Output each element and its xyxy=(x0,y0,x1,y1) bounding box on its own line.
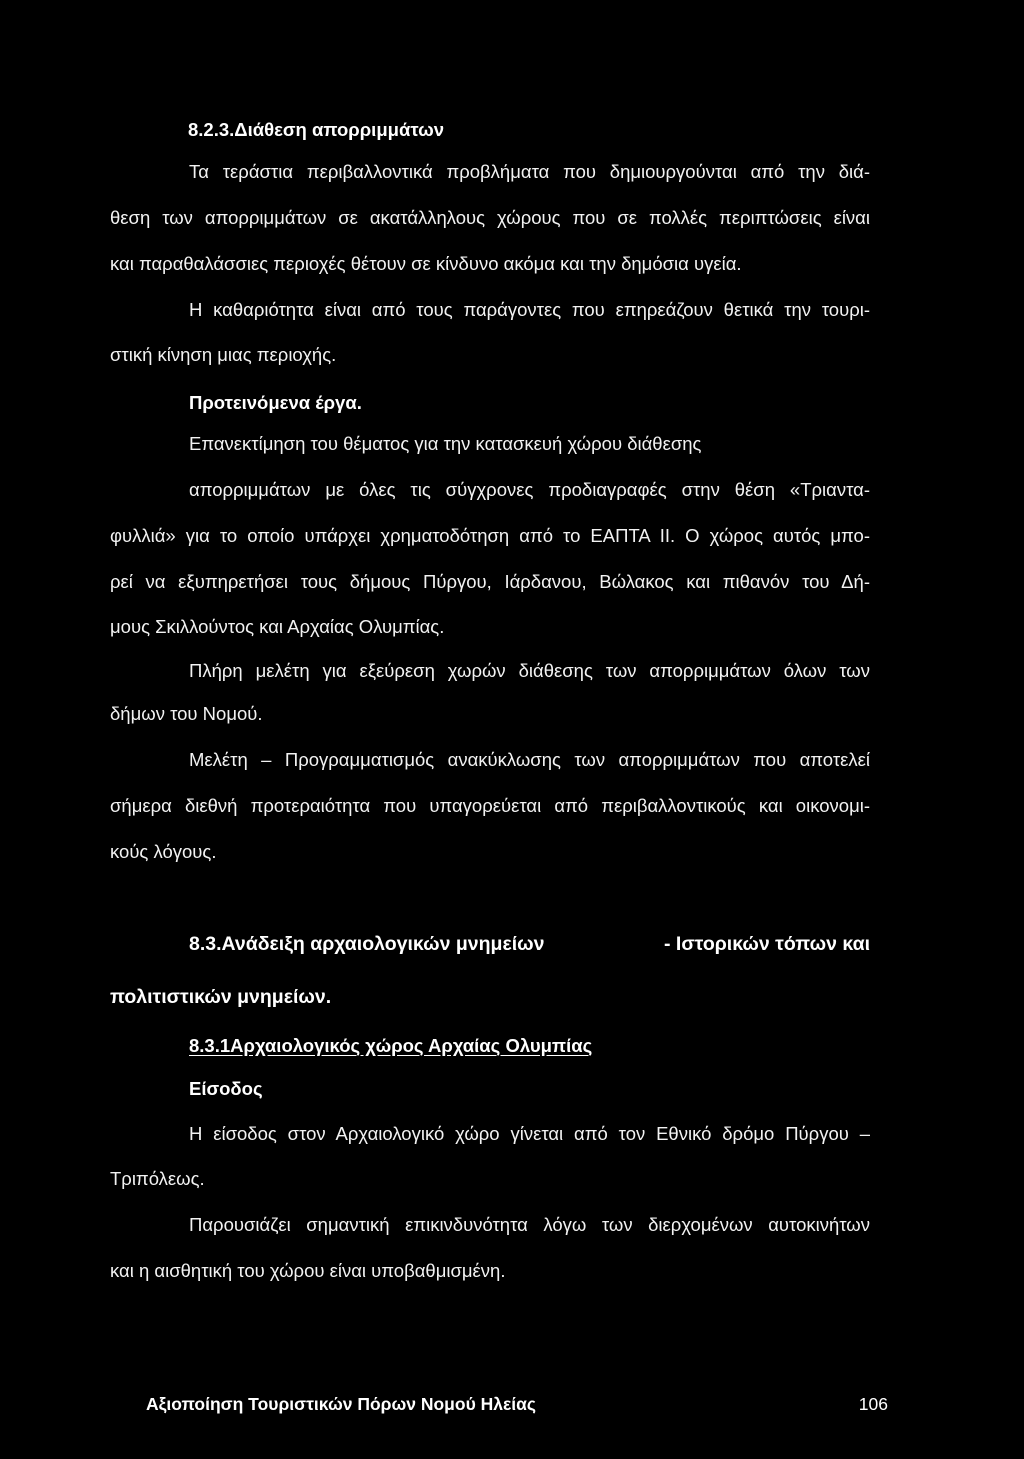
footer-title: Αξιοποίηση Τουριστικών Πόρων Νομού Ηλείας xyxy=(146,1394,537,1414)
paragraph-line: θεση των απορριμμάτων σε ακατάλληλους χώρους που σε πολλές περιπτώσεις είναι xyxy=(110,207,870,228)
paragraph-line: Μελέτη – Προγραμματισμός ανακύκλωσης των απορριμμάτων που αποτελεί xyxy=(189,749,870,770)
paragraph-line: φυλλιά» για το οποίο υπάρχει χρηματοδότηση από το ΕΑΠΤΑ II. Ο χώρος αυτός μπο- xyxy=(110,525,870,546)
paragraph-line: δήμων του Νομού. xyxy=(110,703,263,724)
paragraph-line: κούς λόγους. xyxy=(110,841,217,862)
paragraph-line: ρεί να εξυπηρετήσει τους δήμους Πύργου, Ιάρδανου, Βώλακος και πιθανόν του Δή- xyxy=(110,571,870,592)
proposed-works-heading: Προτεινόμενα έργα. xyxy=(189,392,362,413)
entrance-heading: Είσοδος xyxy=(189,1078,263,1099)
section-heading-8-3-part2: - Ιστορικών τόπων και xyxy=(663,933,870,955)
paragraph-line: Η καθαριότητα είναι από τους παράγοντες που επηρεάζουν θετικά την τουρι- xyxy=(189,299,870,320)
section-heading-8-3-1: 8.3.1Αρχαιολογικός χώρος Αρχαίας Ολυμπίας xyxy=(189,1035,593,1056)
section-heading-8-3-part1: 8.3.Ανάδειξη αρχαιολογικών μνημείων xyxy=(189,933,545,955)
paragraph-line: Η είσοδος στον Αρχαιολογικό χώρο γίνεται από τον Εθνικό δρόμο Πύργου – xyxy=(189,1123,870,1144)
paragraph-line: στική κίνηση μιας περιοχής. xyxy=(110,344,337,365)
paragraph-line: απορριμμάτων με όλες τις σύγχρονες προδιαγραφές στην θέση «Τριαντα- xyxy=(189,479,870,500)
paragraph-line: Τα τεράστια περιβαλλοντικά προβλήματα που δημιουργούνται από την διά- xyxy=(189,161,870,182)
page-footer xyxy=(146,1391,888,1418)
page-number: 106 xyxy=(858,1394,888,1414)
paragraph-line: Παρουσιάζει σημαντική επικινδυνότητα λόγω των διερχομένων αυτοκινήτων xyxy=(189,1214,870,1235)
paragraph-line: Πλήρη μελέτη για εξεύρεση χωρών διάθεσης των απορριμμάτων όλων των xyxy=(189,660,870,681)
paragraph-line: και παραθαλάσσιες περιοχές θέτουν σε κίνδυνο ακόμα και την δημόσια υγεία. xyxy=(110,253,742,274)
paragraph-line: μους Σκιλλούντος και Αρχαίας Ολυμπίας. xyxy=(110,616,445,637)
section-heading-8-2-3: 8.2.3.Διάθεση απορριμμάτων xyxy=(188,119,444,140)
paragraph-line: και η αισθητική του χώρου είναι υποβαθμισμένη. xyxy=(110,1260,506,1281)
paragraph-line: σήμερα διεθνή προτεραιότητα που υπαγορεύεται από περιβαλλοντικούς και οικονομι- xyxy=(110,795,870,816)
paragraph-line: Επανεκτίμηση του θέματος για την κατασκευή χώρου διάθεσης xyxy=(189,433,702,454)
section-heading-8-3-line2: πολιτιστικών μνημείων. xyxy=(110,986,332,1008)
paragraph-line: Τριπόλεως. xyxy=(110,1168,205,1189)
